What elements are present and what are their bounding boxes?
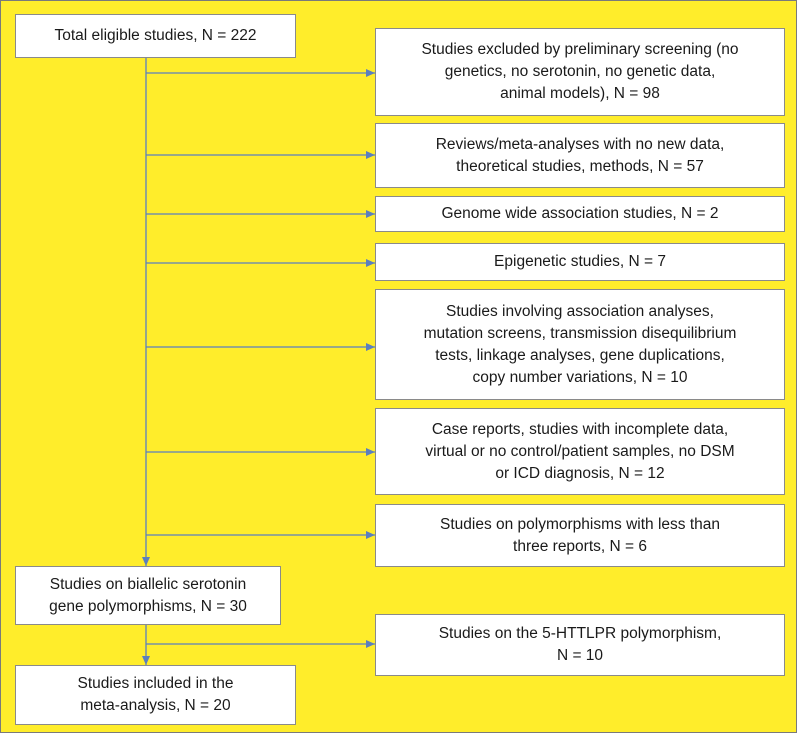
box-text [78, 673, 234, 717]
box-text-line: copy number variations, N = 10 [472, 368, 688, 386]
box-text [424, 301, 737, 389]
association-analyses-box [375, 289, 785, 400]
box-text [494, 251, 666, 273]
box-text-line: Studies on polymorphisms with less than [440, 515, 720, 533]
box-text-line: genetics, no serotonin, no genetic data, [444, 63, 716, 80]
box-text-line: Studies excluded by preliminary screening (no [421, 41, 739, 58]
box-text-line: Epigenetic studies, N = 7 [494, 253, 666, 270]
box-text-line: theoretical studies, methods, N = 57 [456, 157, 704, 175]
box-text-line: animal models), N = 98 [500, 85, 660, 102]
genome-wide-association-box [375, 196, 785, 232]
box-text-line: N = 10 [556, 647, 604, 664]
polymorphisms-less-than-three-box [375, 504, 785, 567]
box-text-line: virtual or no control/patient samples, no DSM [425, 442, 735, 460]
box-text-line: gene polymorphisms, N = 30 [49, 597, 247, 615]
box-text [425, 419, 734, 485]
box-text-line: tests, linkage analyses, gene duplications, [435, 346, 725, 364]
box-text [421, 39, 738, 105]
box-text [436, 134, 725, 178]
case-reports-box [375, 408, 785, 495]
box-text [49, 574, 247, 618]
box-text [439, 623, 722, 667]
biallelic-serotonin-box [15, 566, 281, 625]
excluded-preliminary-screening-box [375, 28, 785, 116]
box-text-line: three reports, N = 6 [513, 537, 647, 555]
epigenetic-studies-box [375, 243, 785, 281]
box-text-line: meta-analysis, N = 20 [80, 697, 231, 714]
box-text-line: Studies involving association analyses, [446, 302, 714, 320]
box-text [440, 514, 720, 558]
httlpr-polymorphism-box [375, 614, 785, 676]
box-text-line: Total eligible studies, N = 222 [54, 27, 257, 44]
box-text [442, 203, 719, 225]
included-meta-analysis-box [15, 665, 296, 725]
box-text-line: Reviews/meta-analyses with no new data, [435, 135, 725, 153]
box-text-line: Studies included in the [77, 675, 234, 692]
box-text-line: Studies on biallelic serotonin [49, 575, 247, 593]
box-text-line: Genome wide association studies, N = 2 [441, 205, 719, 222]
box-text-line: Case reports, studies with incomplete data, [431, 420, 729, 438]
box-text-line: Studies on the 5-HTTLPR polymorphism, [438, 625, 722, 642]
total-eligible-box [15, 14, 296, 58]
box-text-line: or ICD diagnosis, N = 12 [495, 464, 665, 482]
box-text-line: mutation screens, transmission disequilibrium [423, 324, 737, 342]
reviews-meta-analyses-box [375, 123, 785, 188]
box-text [54, 25, 256, 47]
